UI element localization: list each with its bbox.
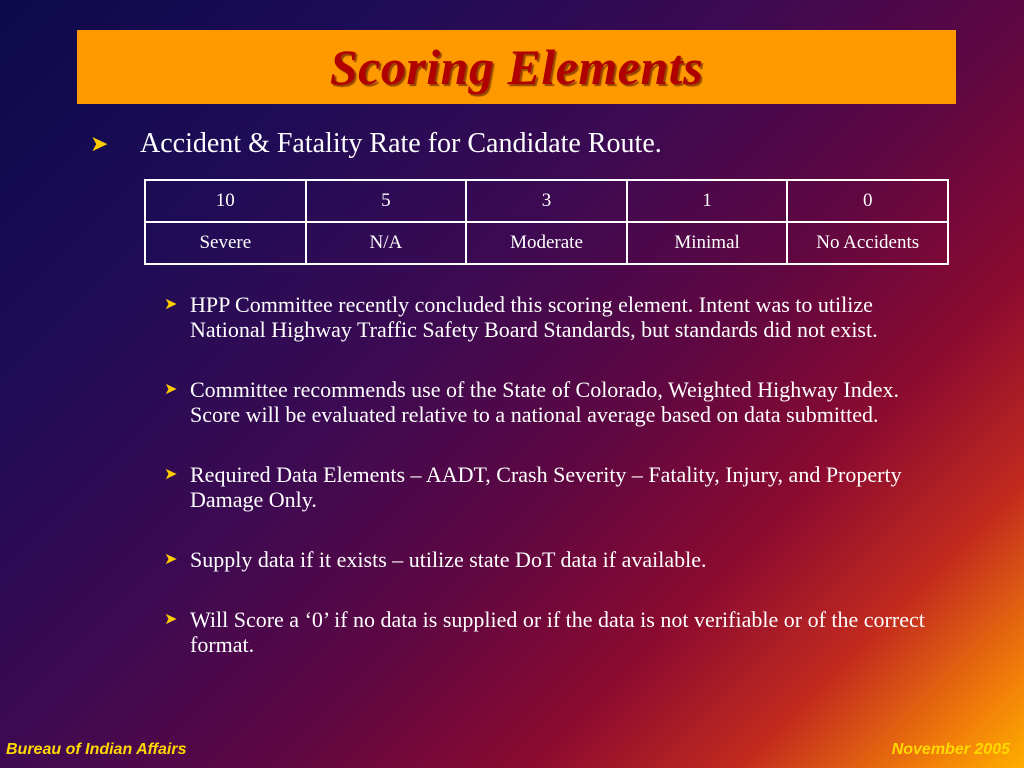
sub-bullet-item: [164, 292, 954, 342]
sub-bullet-text: Will Score a ‘0’ if no data is supplied or if the data is not verifiable or of the correct format.: [190, 607, 925, 657]
label-row: [145, 222, 948, 264]
label-cell: Severe: [145, 222, 306, 264]
footer-organization: Bureau of Indian Affairs: [6, 741, 187, 758]
main-bullet: [90, 128, 662, 160]
arrow-bullet-icon: ➤: [164, 611, 178, 628]
score-row: [145, 180, 948, 222]
label-cell: Minimal: [627, 222, 788, 264]
arrow-bullet-icon: ➤: [90, 131, 109, 156]
arrow-bullet-icon: ➤: [164, 296, 178, 313]
score-cell: 5: [306, 180, 467, 222]
sub-bullet-list: [164, 292, 954, 692]
footer-date: November 2005: [891, 741, 1010, 758]
label-cell: Moderate: [466, 222, 627, 264]
score-cell: 10: [145, 180, 306, 222]
arrow-bullet-icon: ➤: [164, 551, 178, 568]
sub-bullet-item: [164, 462, 954, 512]
score-cell: 3: [466, 180, 627, 222]
title-bar: [77, 30, 956, 104]
score-table: [144, 179, 949, 265]
sub-bullet-item: [164, 607, 954, 657]
slide-title: Scoring Elements: [329, 39, 704, 95]
sub-bullet-item: [164, 547, 954, 572]
sub-bullet-text: HPP Committee recently concluded this scoring element. Intent was to utilize National Highway Traffic Safety Board Standards, but standards did not exist.: [190, 292, 878, 342]
label-cell: No Accidents: [787, 222, 948, 264]
score-cell: 1: [627, 180, 788, 222]
main-bullet-text: Accident & Fatality Rate for Candidate Route.: [140, 128, 662, 159]
arrow-bullet-icon: ➤: [164, 381, 178, 398]
label-cell: N/A: [306, 222, 467, 264]
sub-bullet-text: Required Data Elements – AADT, Crash Severity – Fatality, Injury, and Property Damage Only.: [190, 462, 902, 512]
sub-bullet-text: Committee recommends use of the State of Colorado, Weighted Highway Index. Score will be evaluated relative to a national average based on data submitted.: [190, 377, 899, 427]
sub-bullet-text: Supply data if it exists – utilize state DoT data if available.: [190, 547, 707, 572]
score-cell: 0: [787, 180, 948, 222]
arrow-bullet-icon: ➤: [164, 466, 178, 483]
sub-bullet-item: [164, 377, 954, 427]
